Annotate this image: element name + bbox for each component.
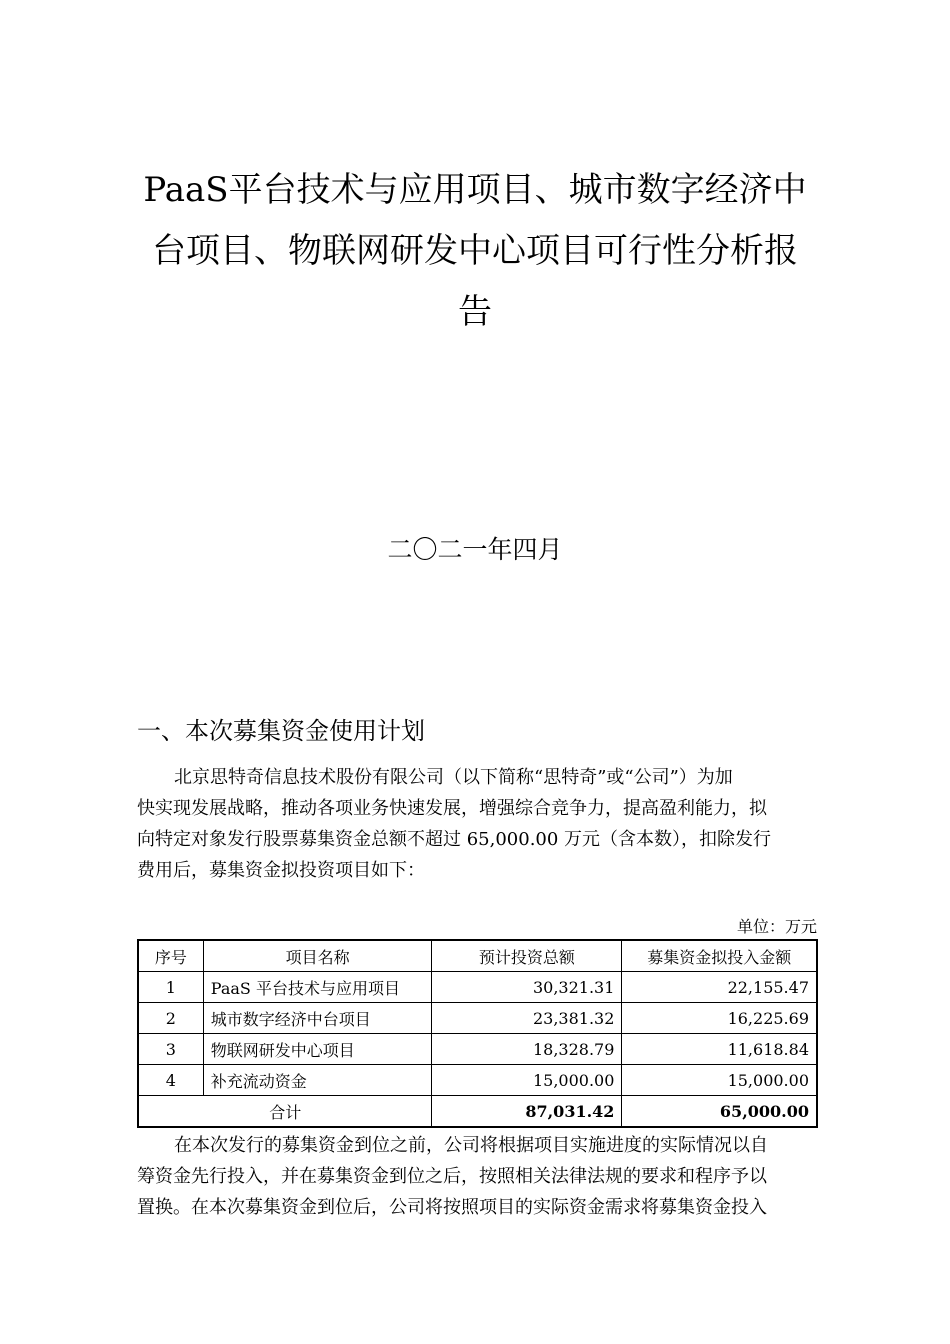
- project-name: 补充流动资金: [203, 1065, 432, 1096]
- project-name: 城市数字经济中台项目: [203, 1003, 432, 1034]
- column-header: 序号: [138, 940, 203, 972]
- total-investment: 15,000.00: [432, 1065, 622, 1096]
- row-number: 2: [138, 1003, 203, 1034]
- title-line: 告: [458, 292, 492, 332]
- raised-amount: 15,000.00: [622, 1065, 817, 1096]
- row-number: 1: [138, 972, 203, 1003]
- intro-paragraph: [137, 762, 827, 886]
- paragraph-line: 向特定对象发行股票募集资金总额不超过 65,000.00 万元（含本数），扣除发行: [137, 829, 772, 850]
- total-investment: 18,328.79: [432, 1034, 622, 1065]
- title-line: 台项目、物联网研发中心项目可行性分析报: [152, 231, 798, 271]
- column-header: 预计投资总额: [432, 940, 622, 972]
- table-row: [138, 1034, 817, 1065]
- table-row: [138, 972, 817, 1003]
- title-line: PaaS平台技术与应用项目、城市数字经济中: [143, 170, 807, 210]
- row-number: 4: [138, 1065, 203, 1096]
- total-investment-sum: 87,031.42: [432, 1096, 622, 1128]
- unit-label: 单位：万元: [736, 917, 817, 936]
- table-row: [138, 1065, 817, 1096]
- raised-amount: 11,618.84: [622, 1034, 817, 1065]
- document-date: 二〇二一年四月: [387, 535, 563, 564]
- raised-amount: 22,155.47: [622, 972, 817, 1003]
- paragraph-line: 置换。在本次募集资金到位后，公司将按照项目的实际资金需求将募集资金投入: [137, 1197, 767, 1218]
- column-header: 项目名称: [203, 940, 432, 972]
- raised-amount-sum: 65,000.00: [622, 1096, 817, 1128]
- table-row: [138, 1003, 817, 1034]
- project-name: 物联网研发中心项目: [203, 1034, 432, 1065]
- column-header: 募集资金拟投入金额: [622, 940, 817, 972]
- total-investment: 30,321.31: [432, 972, 622, 1003]
- section-heading: 一、本次募集资金使用计划: [137, 717, 425, 745]
- document-title: [120, 160, 830, 343]
- followup-paragraph: [137, 1130, 827, 1223]
- paragraph-line: 筹资金先行投入，并在募集资金到位之后，按照相关法律法规的要求和程序予以: [137, 1166, 767, 1187]
- table-header-row: [138, 940, 817, 972]
- row-number: 3: [138, 1034, 203, 1065]
- investment-table: [137, 939, 818, 1128]
- paragraph-line: 在本次发行的募集资金到位之前，公司将根据项目实施进度的实际情况以自: [174, 1135, 768, 1156]
- paragraph-line: 快实现发展战略，推动各项业务快速发展，增强综合竞争力，提高盈利能力，拟: [137, 798, 767, 819]
- table-total-row: [138, 1096, 817, 1128]
- paragraph-line: 北京思特奇信息技术股份有限公司（以下简称“思特奇”或“公司”）为加: [174, 767, 733, 788]
- paragraph-line: 费用后，募集资金拟投资项目如下：: [137, 860, 425, 881]
- project-name: PaaS 平台技术与应用项目: [203, 972, 432, 1003]
- raised-amount: 16,225.69: [622, 1003, 817, 1034]
- total-label: 合计: [138, 1096, 432, 1128]
- total-investment: 23,381.32: [432, 1003, 622, 1034]
